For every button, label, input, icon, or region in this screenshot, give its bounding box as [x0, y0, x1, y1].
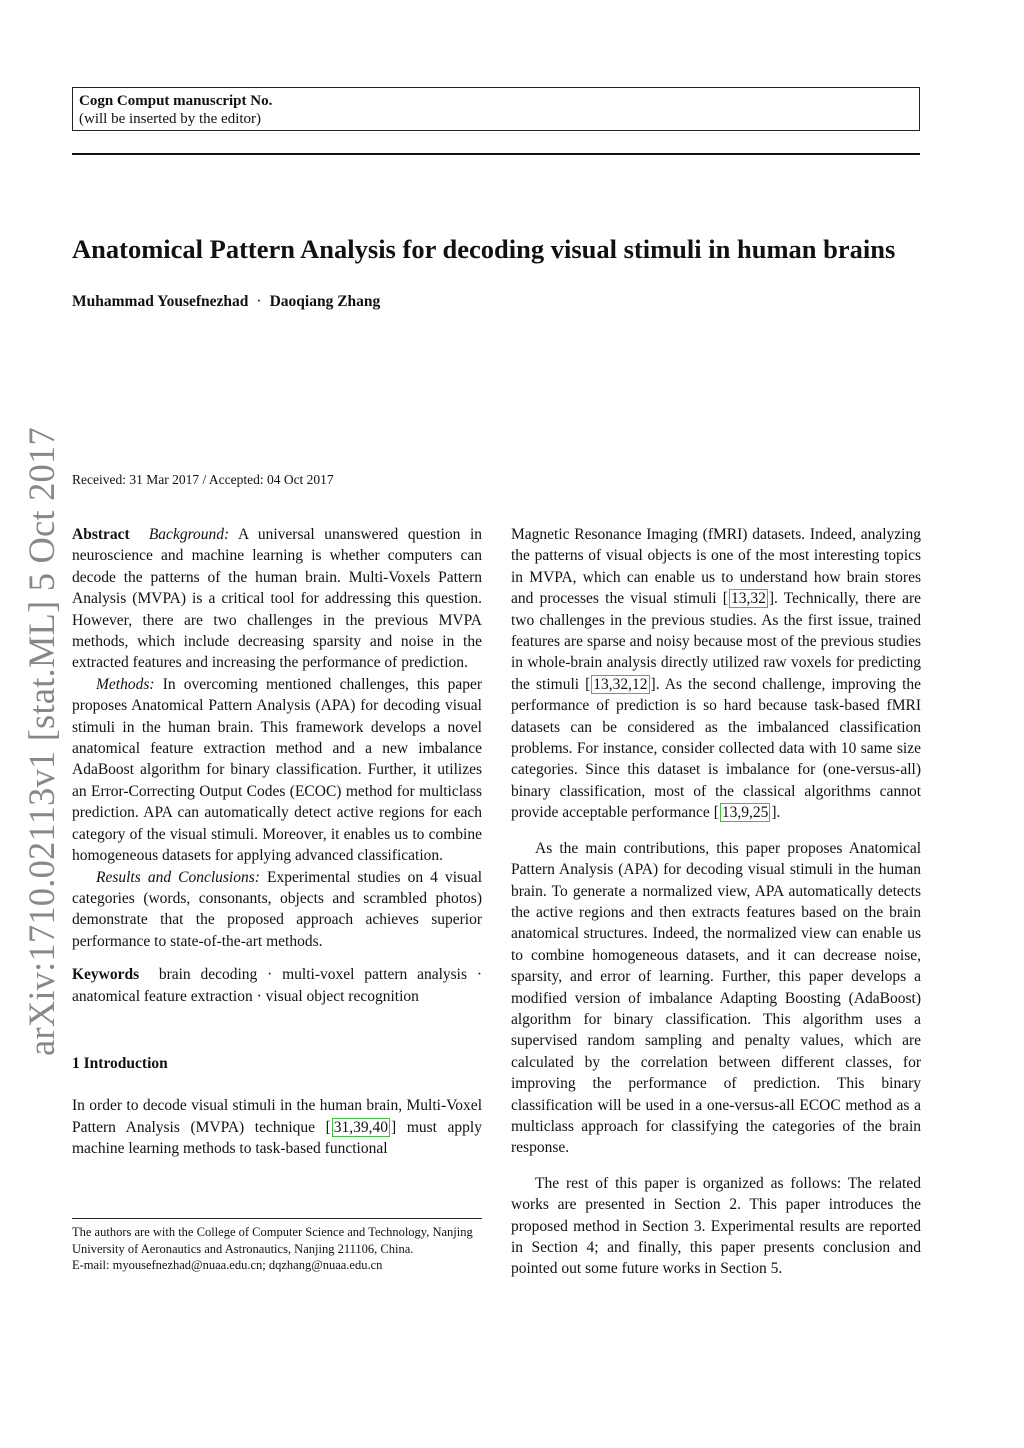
- editor-note: (will be inserted by the editor): [79, 111, 262, 127]
- email-line: E-mail: myousefnezhad@nuaa.edu.cn; dqzhang@nuaa.edu.cn: [72, 1258, 383, 1272]
- body-text: Magnetic Resonance Imaging (fMRI) datasets. Indeed, analyzing the patterns of visual objects is one of the most interesting topics in MVPA, which can enable us to understand how brain stores and processes the visual stimuli: [511, 526, 921, 608]
- citation-link[interactable]: 13,32: [730, 590, 766, 608]
- citation-link[interactable]: 13,9,25: [721, 804, 769, 822]
- intro-text: must apply machine learning methods to task-based functional: [72, 1118, 482, 1158]
- keywords: [72, 964, 482, 1007]
- keywords-text: brain decoding · multi-voxel pattern analysis · anatomical feature extraction · visual object recognition: [72, 966, 483, 1005]
- author-separator: ·: [256, 293, 262, 310]
- header-rule: [72, 153, 920, 155]
- results-text: Experimental studies on 4 visual categories (words, consonants, objects and scrambled photos) demonstrate that the proposed approach achieves superior performance to state-of-the-art methods.: [72, 868, 482, 950]
- abstract-methods: [72, 674, 482, 867]
- background-text: A universal unanswered question in neuroscience and machine learning is whether computers can decode the patterns of the human brain. Multi-Voxels Pattern Analysis (MVPA) is a critical tool for addressing this question. However, there are two challenges in the previous MVPA methods, which include decreasing sparsity and noise in the extracted features and increasing the performance of prediction.: [72, 526, 483, 672]
- intro-heading: 1 Introduction: [72, 1054, 168, 1072]
- manuscript-header-box: [72, 87, 920, 131]
- abstract-background: [72, 524, 482, 674]
- body-text: . Technically, there are two challenges in the previous studies. As the first issue, trained features are sparse and noisy because most of the previous studies in whole-brain analysis directly utilized raw voxels for predicting the stimuli: [511, 590, 921, 693]
- keywords-heading: Keywords: [72, 966, 140, 984]
- received-date: Received: 31 Mar 2017 / Accepted: 04 Oct 2017: [72, 472, 334, 487]
- intro-paragraph: In order to decode visual stimuli in the human brain, Multi-Voxel Pattern Analysis (MVPA) technique [ 31,39,40 ] must apply machine learning methods to task-based functional: [72, 1097, 482, 1158]
- methods-label: Methods:: [96, 675, 155, 693]
- body-text: . As the second challenge, improving the performance of prediction is so hard because task-based fMRI datasets can be considered as the imbalanced classification problems. For instance, consider collected data with 10 same size categories. Since this dataset is imbalance for (one-versus-all) binary classification, most of the classical algorithms cannot provide acceptable performance: [511, 675, 922, 822]
- left-column: [72, 524, 482, 1160]
- contributions-paragraph: As the main contributions, this paper proposes Anatomical Pattern Analysis (APA) for decoding visual stimuli in the human brain. To generate a normalized view, APA automatically detects the active regions and then extracts features based on the brain anatomical structures. Indeed, the normalized view can enable us to combine homogeneous datasets, and it can decrease noise, sparsity, and error of learning. Further, this paper develops a modified version of imbalance Adapting Boosting (AdaBoost) algorithm for binary classification. This algorithm uses a supervised random sampling and penalty values, which are calculated by the correlation between different classes, for improving the performance of prediction. This binary classification will be used in a one-versus-all ECOC method as a multiclass approach for classifying the categories of the brain response.: [511, 839, 921, 1157]
- arxiv-stamp: arXiv:1710.02113v1 [stat.ML] 5 Oct 2017: [21, 427, 62, 1056]
- footnote-rule: [72, 1218, 482, 1219]
- right-column: [511, 524, 921, 1280]
- intro-text: In order to decode visual stimuli in the human brain, Multi-Voxel Pattern Analysis (MVPA) technique: [72, 1097, 482, 1136]
- intro-continuation: Magnetic Resonance Imaging (fMRI) datasets. Indeed, analyzing the patterns of visual objects is one of the most interesting topics in MVPA, which can enable us to understand how brain stores and processes the visual stimuli [ 13,32 ]. Technically, there are two challenges in the previous studies. As the first issue, trained features are sparse and noisy because most of the previous studies in whole-brain analysis directly utilized raw voxels for predicting the stimuli [ 13,32,12 ]. As the second challenge, improving the performance of prediction is so hard because task-based fMRI datasets can be considered as the imbalanced classification problems. For instance, consider collected data with 10 same size categories. Since this dataset is imbalance for (one-versus-all) binary classification, most of the classical algorithms cannot provide acceptable performance [ 13,9,25 ].: [511, 526, 922, 822]
- journal-name: Cogn Comput manuscript No.: [79, 93, 273, 109]
- results-label: Results and Conclusions:: [96, 868, 260, 886]
- organization-paragraph: The rest of this paper is organized as follows: The related works are presented in Section 2. This paper introduces the proposed method in Section 3. Experimental results are reported in Section 4; and finally, this paper presents conclusion and pointed out some future works in Section 5.: [511, 1174, 921, 1278]
- author-name: Daoqiang Zhang: [269, 293, 381, 310]
- abstract-heading: Abstract: [72, 526, 130, 543]
- author-list: [72, 293, 380, 311]
- affiliation: The authors are with the College of Computer Science and Technology, Nanjing University of Aeronautics and Astronautics, Nanjing 211106, China.: [72, 1225, 473, 1256]
- abstract-results: [72, 867, 482, 953]
- paper-title: Anatomical Pattern Analysis for decoding visual stimuli in human brains: [72, 234, 896, 264]
- citation-link[interactable]: 31,39,40: [333, 1118, 389, 1136]
- author-name: Muhammad Yousefnezhad: [72, 293, 249, 310]
- body-text: .: [776, 804, 781, 822]
- footnote: [72, 1224, 482, 1274]
- citation-link[interactable]: 13,32,12: [593, 675, 648, 693]
- background-label: Background:: [148, 526, 230, 543]
- methods-text: In overcoming mentioned challenges, this paper proposes Anatomical Pattern Analysis (APA) for decoding visual stimuli in the human brain. This framework develops a novel anatomical feature extraction method and a new imbalance AdaBoost algorithm for binary classification. Further, it utilizes an Error-Correcting Output Codes (ECOC) method for multiclass prediction. APA can automatically detect active regions for each category of the visual stimuli. Moreover, it enables us to combine homogeneous datasets for applying advanced classification.: [72, 675, 483, 865]
